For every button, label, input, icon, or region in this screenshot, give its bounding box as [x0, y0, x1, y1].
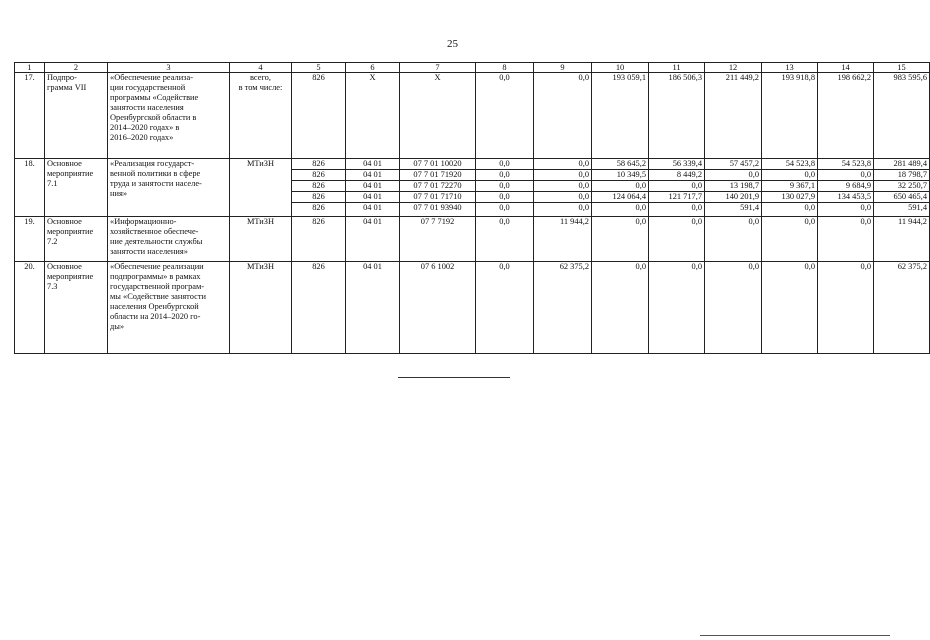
value-cell: 0,0	[476, 159, 534, 170]
value-cell: 0,0	[818, 170, 874, 181]
value-cell: 193 059,1	[592, 73, 649, 159]
value-cell: 58 645,2	[592, 159, 649, 170]
value-cell: 04 01	[346, 203, 400, 217]
value-cell: 0,0	[534, 181, 592, 192]
header-cell: 13	[762, 63, 818, 73]
value-cell: 0,0	[762, 203, 818, 217]
header-cell: 1	[15, 63, 45, 73]
value-cell: 0,0	[649, 217, 705, 262]
header-cell: 5	[292, 63, 346, 73]
value-cell: 04 01	[346, 262, 400, 354]
value-cell: 56 339,4	[649, 159, 705, 170]
header-cell: 15	[874, 63, 930, 73]
value-cell: 62 375,2	[874, 262, 930, 354]
header-cell: 14	[818, 63, 874, 73]
row-type: Основное мероприятие 7.1	[45, 159, 108, 217]
value-cell: 826	[292, 159, 346, 170]
value-cell: 62 375,2	[534, 262, 592, 354]
value-cell: 0,0	[592, 217, 649, 262]
row-executor: всего, в том числе:	[230, 73, 292, 159]
header-cell: 7	[400, 63, 476, 73]
header-row	[15, 63, 930, 73]
value-cell: 0,0	[476, 73, 534, 159]
value-cell: 07 7 01 93940	[400, 203, 476, 217]
value-cell: 0,0	[818, 203, 874, 217]
footer-line	[700, 635, 890, 636]
value-cell: 07 7 7192	[400, 217, 476, 262]
value-cell: 211 449,2	[705, 73, 762, 159]
value-cell: 0,0	[534, 73, 592, 159]
value-cell: Х	[346, 73, 400, 159]
value-cell: 9 684,9	[818, 181, 874, 192]
value-cell: 0,0	[649, 203, 705, 217]
value-cell: 983 595,6	[874, 73, 930, 159]
value-cell: 826	[292, 192, 346, 203]
value-cell: 54 523,8	[818, 159, 874, 170]
row-number: 18.	[15, 159, 45, 217]
value-cell: 591,4	[874, 203, 930, 217]
table-row	[15, 73, 930, 159]
row-type: Основное мероприятие 7.3	[45, 262, 108, 354]
header-cell: 2	[45, 63, 108, 73]
value-cell: 04 01	[346, 192, 400, 203]
value-cell: 0,0	[476, 181, 534, 192]
row-type: Основное мероприятие 7.2	[45, 217, 108, 262]
value-cell: 650 465,4	[874, 192, 930, 203]
value-cell: 0,0	[762, 262, 818, 354]
value-cell: 0,0	[476, 170, 534, 181]
table-body	[15, 63, 930, 354]
row-type: Подпро- грамма VII	[45, 73, 108, 159]
row-number: 17.	[15, 73, 45, 159]
header-cell: 8	[476, 63, 534, 73]
table-row	[15, 262, 930, 354]
budget-table	[14, 62, 930, 354]
value-cell: 0,0	[476, 192, 534, 203]
value-cell: 32 250,7	[874, 181, 930, 192]
header-cell: 4	[230, 63, 292, 73]
value-cell: 8 449,2	[649, 170, 705, 181]
value-cell: 826	[292, 203, 346, 217]
value-cell: 0,0	[534, 203, 592, 217]
value-cell: 0,0	[476, 203, 534, 217]
row-name: «Обеспечение реализа- ции государственной программы «Содействие занятости населения Оренбургской области в 2014–2020 годах» в 2016–2020 годах»	[108, 73, 230, 159]
value-cell: 826	[292, 217, 346, 262]
value-cell: 0,0	[476, 217, 534, 262]
value-cell: 9 367,1	[762, 181, 818, 192]
value-cell: 826	[292, 73, 346, 159]
value-cell: 0,0	[705, 262, 762, 354]
value-cell: 0,0	[705, 217, 762, 262]
value-cell: 0,0	[649, 181, 705, 192]
value-cell: Х	[400, 73, 476, 159]
value-cell: 140 201,9	[705, 192, 762, 203]
value-cell: 04 01	[346, 181, 400, 192]
value-cell: 0,0	[649, 262, 705, 354]
page-number: 25	[447, 38, 458, 50]
value-cell: 0,0	[705, 170, 762, 181]
header-cell: 9	[534, 63, 592, 73]
row-name: «Обеспечение реализации подпрограммы» в рамках государственной програм- мы «Содействие занятости населения Оренбургской области на 2014–2020 го- ды»	[108, 262, 230, 354]
value-cell: 0,0	[762, 217, 818, 262]
value-cell: 57 457,2	[705, 159, 762, 170]
value-cell: 281 489,4	[874, 159, 930, 170]
value-cell: 193 918,8	[762, 73, 818, 159]
value-cell: 04 01	[346, 217, 400, 262]
value-cell: 0,0	[762, 170, 818, 181]
header-cell: 6	[346, 63, 400, 73]
value-cell: 826	[292, 262, 346, 354]
value-cell: 198 662,2	[818, 73, 874, 159]
value-cell: 0,0	[592, 181, 649, 192]
value-cell: 0,0	[476, 262, 534, 354]
row-name: «Реализация государст- венной политики в сфере труда и занятости населе- ния»	[108, 159, 230, 217]
value-cell: 07 7 01 10020	[400, 159, 476, 170]
value-cell: 826	[292, 181, 346, 192]
row-executor: МТиЗН	[230, 217, 292, 262]
value-cell: 10 349,5	[592, 170, 649, 181]
value-cell: 826	[292, 170, 346, 181]
value-cell: 0,0	[534, 170, 592, 181]
value-cell: 13 198,7	[705, 181, 762, 192]
value-cell: 0,0	[592, 203, 649, 217]
value-cell: 04 01	[346, 170, 400, 181]
row-name: «Информационно- хозяйственное обеспече- ние деятельности службы занятости населения»	[108, 217, 230, 262]
table-row	[15, 217, 930, 262]
separator-line	[398, 377, 510, 378]
value-cell: 04 01	[346, 159, 400, 170]
header-cell: 12	[705, 63, 762, 73]
value-cell: 07 7 01 72270	[400, 181, 476, 192]
value-cell: 591,4	[705, 203, 762, 217]
value-cell: 186 506,3	[649, 73, 705, 159]
value-cell: 07 7 01 71920	[400, 170, 476, 181]
header-cell: 3	[108, 63, 230, 73]
value-cell: 0,0	[534, 192, 592, 203]
value-cell: 07 7 01 71710	[400, 192, 476, 203]
row-executor: МТиЗН	[230, 262, 292, 354]
value-cell: 07 6 1002	[400, 262, 476, 354]
value-cell: 54 523,8	[762, 159, 818, 170]
row-number: 19.	[15, 217, 45, 262]
value-cell: 11 944,2	[534, 217, 592, 262]
value-cell: 11 944,2	[874, 217, 930, 262]
header-cell: 11	[649, 63, 705, 73]
value-cell: 0,0	[818, 217, 874, 262]
value-cell: 130 027,9	[762, 192, 818, 203]
table-row	[15, 159, 930, 170]
value-cell: 0,0	[818, 262, 874, 354]
row-executor: МТиЗН	[230, 159, 292, 217]
value-cell: 0,0	[592, 262, 649, 354]
value-cell: 0,0	[534, 159, 592, 170]
value-cell: 121 717,7	[649, 192, 705, 203]
value-cell: 134 453,5	[818, 192, 874, 203]
value-cell: 124 064,4	[592, 192, 649, 203]
header-cell: 10	[592, 63, 649, 73]
row-number: 20.	[15, 262, 45, 354]
value-cell: 18 798,7	[874, 170, 930, 181]
